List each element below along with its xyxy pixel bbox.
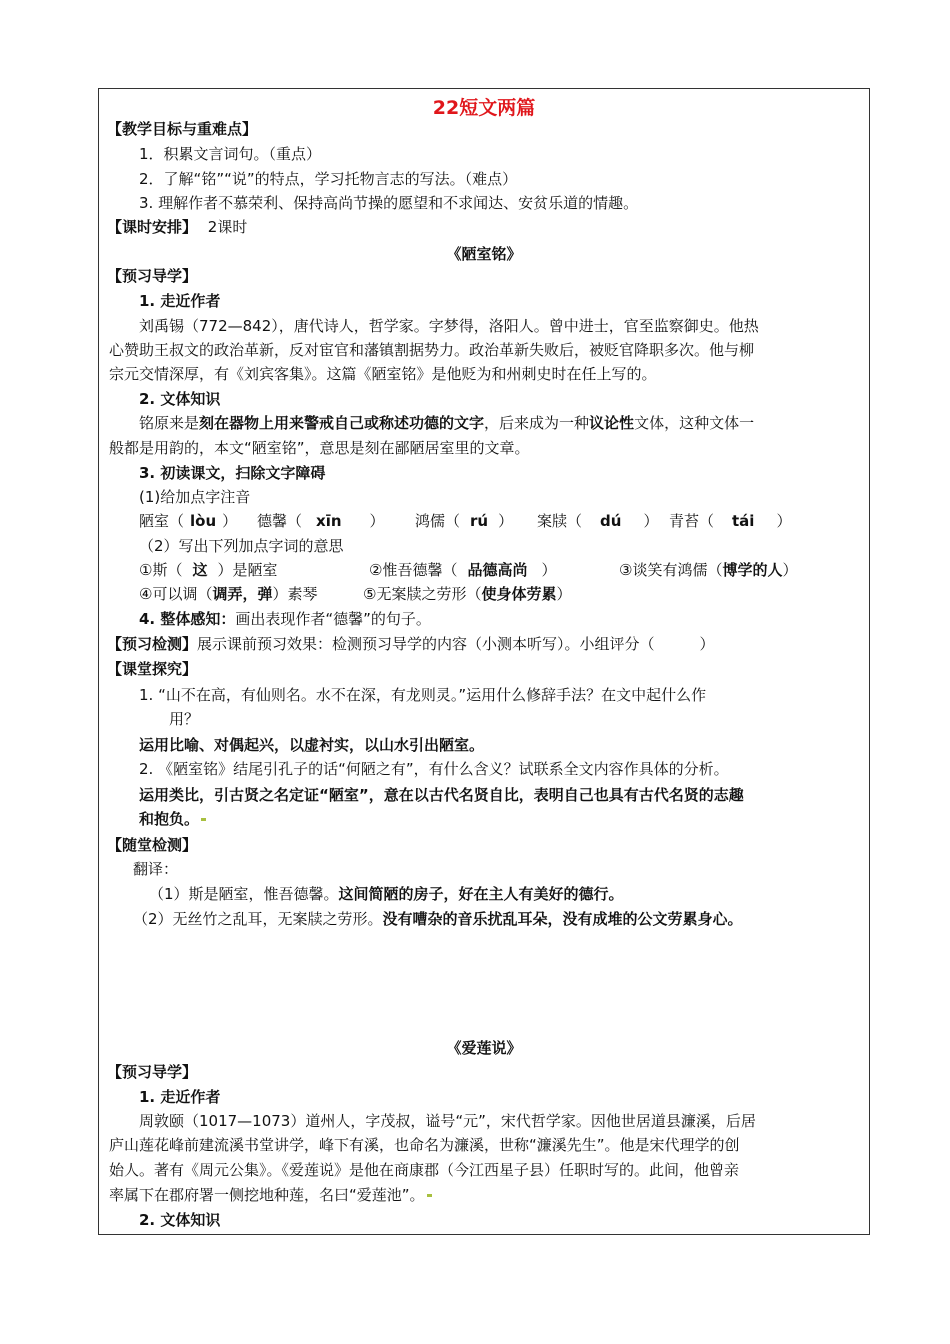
translate-label: 翻译： — [133, 860, 179, 878]
goal-item: 1．积累文言词句。（重点） — [139, 145, 322, 163]
translate-item: （1）斯是陋室，惟吾德馨。这间简陋的房子，好在主人有美好的德行。 — [149, 885, 624, 903]
explore-question: 2. 《陋室铭》结尾引孔子的话“何陋之有”，有什么含义？试联系全文内容作具体的分析。 — [139, 760, 729, 778]
pinyin-item: 德馨（ xīn ） — [257, 512, 385, 530]
explore-answer: 运用比喻、对偶起兴，以虚衬实，以山水引出陋室。 — [139, 736, 485, 754]
explore-answer: 运用类比，引古贤之名定证“陋室”，意在以古代名贤自比，表明自己也具有古代名贤的志趣 — [139, 786, 744, 804]
section-title-lou: 《陋室铭》 — [446, 245, 522, 263]
meaning-item: ②惟吾德馨（ 品德高尚 ） — [369, 561, 557, 579]
section-title-lian: 《爱莲说》 — [446, 1039, 522, 1057]
genre-heading: 2. 文体知识 — [139, 390, 221, 408]
pinyin-item: 案牍（ dú ） — [537, 512, 659, 530]
author-text: 刘禹锡（772—842），唐代诗人，哲学家。字梦得，洛阳人。曾中进士，官至监察御史。他热 — [139, 317, 759, 335]
author-text: 宗元交情深厚，有《刘宾客集》。这篇《陋室铭》是他贬为和州刺史时在任上写的。 — [109, 365, 657, 383]
reading-heading: 3. 初读课文，扫除文字障碍 — [139, 464, 326, 482]
author-text: 始人。著有《周元公集》。《爱莲说》是他在商康郡（今江西星子县）任职时写的。此间，他曾亲 — [109, 1161, 740, 1179]
explore-question: 用？ — [169, 710, 200, 728]
meaning-item: ③谈笑有鸿儒（博学的人） — [619, 561, 798, 579]
pinyin-item: 青苔（ tái ） — [669, 512, 792, 530]
worksheet-frame — [98, 88, 870, 1235]
genre-text: 般都是用韵的，本文“陋室铭”，意思是刻在鄙陋居室里的文章。 — [109, 439, 530, 457]
explore-heading: 【课堂探究】 — [107, 660, 198, 678]
author-text: 周敦颐（1017—1073）道州人，字茂叔，谥号“元”，宋代哲学家。因他世居道县濂溪，后居 — [139, 1112, 756, 1130]
class-test-heading: 【随堂检测】 — [107, 836, 198, 854]
stray-mark — [201, 818, 206, 821]
pinyin-item: 陋室（ lòu ） — [139, 512, 238, 530]
schedule-line — [107, 217, 247, 237]
goal-item: 3. 理解作者不慕荣利、保持高尚节操的愿望和不求闻达、安贫乐道的情趣。 — [139, 194, 639, 212]
genre-heading: 2. 文体知识 — [139, 1211, 221, 1229]
meaning-item: ①斯（ 这 ）是陋室 — [139, 561, 278, 579]
meaning-label: （2）写出下列加点字词的意思 — [139, 537, 344, 555]
overall-line: 4. 整体感知：画出表现作者“德馨”的句子。 — [139, 610, 431, 628]
author-text: 心赞助王叔文的政治革新，反对宦官和藩镇割据势力。政治革新失败后，被贬官降职多次。他与柳 — [109, 341, 755, 359]
goals-heading: 【教学目标与重难点】 — [107, 120, 258, 138]
meaning-item: ④可以调（调弄，弹）素琴 — [139, 585, 318, 603]
preview-heading: 【预习导学】 — [107, 267, 198, 285]
pinyin-item: 鸿儒（ rú ） — [415, 512, 514, 530]
translate-item: （2）无丝竹之乱耳，无案牍之劳形。没有嘈杂的音乐扰乱耳朵，没有成堆的公文劳累身心。 — [133, 910, 743, 928]
author-text: 庐山莲花峰前建流溪书堂讲学，峰下有溪，也命名为濂溪，世称“濂溪先生”。他是宋代理学的创 — [109, 1136, 740, 1154]
explore-answer: 和抱负。 — [139, 809, 206, 829]
schedule-heading: 【课时安排】 — [107, 218, 198, 236]
author-heading: 1. 走近作者 — [139, 1088, 221, 1106]
stray-mark — [427, 1194, 432, 1197]
preview-heading: 【预习导学】 — [107, 1063, 198, 1081]
explore-question: 1. “山不在高，有仙则名。水不在深，有龙则灵。”运用什么修辞手法？在文中起什么作 — [139, 686, 707, 704]
author-text: 率属下在郡府署一侧挖地种莲，名曰“爱莲池”。 — [109, 1185, 432, 1205]
meaning-item: ⑤无案牍之劳形（使身体劳累） — [363, 585, 572, 603]
goal-item: 2．了解“铭”“说”的特点，学习托物言志的写法。（难点） — [139, 170, 518, 188]
pinyin-label: (1)给加点字注音 — [139, 488, 251, 506]
author-heading: 1. 走近作者 — [139, 292, 221, 310]
schedule-value: 2课时 — [207, 218, 248, 236]
preview-check-line: 【预习检测】展示课前预习效果：检测预习导学的内容（小测本听写）。小组评分（ ） — [107, 635, 715, 653]
genre-text: 铭原来是刻在器物上用来警戒自己或称述功德的文字，后来成为一种议论性文体，这种文体一 — [139, 414, 755, 432]
page-title: 22短文两篇 — [432, 97, 536, 119]
